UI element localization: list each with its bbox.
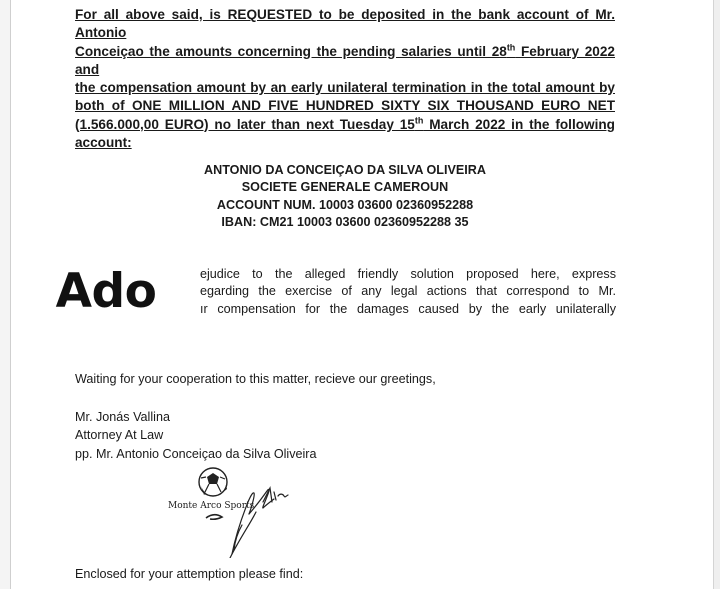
rights-paragraph [200,266,616,318]
request-line-3: the compensation amount by an early unilateral termination in the total amount by [75,80,615,96]
bank-account-block [190,162,500,232]
rights-line-2: egarding the exercise of any legal actions that correspond to Mr. [200,284,616,299]
account-bank: SOCIETE GENERALE CAMEROUN [241,180,449,195]
rights-line-1: ejudice to the alleged friendly solution proposed here, express [200,267,616,281]
request-line-5: (1.566.000,00 EURO) no later than next Tuesday 15th March 2022 in the following [75,115,615,132]
request-line-2: Conceiçao the amounts concerning the pending salaries until 28th February 2022 and [75,42,615,77]
soccer-ball-icon [199,468,227,496]
request-line-1: For all above said, is REQUESTED to be deposited in the bank account of Mr. Antonio [75,7,615,41]
account-iban: IBAN: CM21 10003 03600 02360952288 35 [221,215,469,230]
request-line-6: account: [75,135,132,151]
rights-line-3: ır compensation for the damages caused by the early unilaterally [200,301,616,316]
signature-stamp [166,462,296,558]
handwritten-signature [230,488,288,558]
signer-name: Mr. Jonás Vallina [75,410,170,424]
signature-block [75,408,317,463]
request-line-4: both of ONE MILLION AND FIVE HUNDRED SIXTY SIX THOUSAND EURO NET [75,98,615,114]
stamp-text: Monte Arco Sports [168,501,255,511]
account-number: ACCOUNT NUM. 10003 03600 02360952288 [216,197,474,212]
request-paragraph [75,6,615,152]
enclosed-line: Enclosed for your attemption please find: [75,567,304,581]
signer-title: Attorney At Law [75,428,164,443]
account-holder: ANTONIO DA CONCEIÇAO DA SILVA OLIVEIRA [204,163,486,177]
signer-on-behalf: pp. Mr. Antonio Conceiçao da Silva Oliveira [75,446,317,461]
overlay-logo-text: Ado [55,263,157,319]
overlay-logo [42,258,170,324]
closing-line: Waiting for your cooperation to this matter, recieve our greetings, [75,372,436,386]
